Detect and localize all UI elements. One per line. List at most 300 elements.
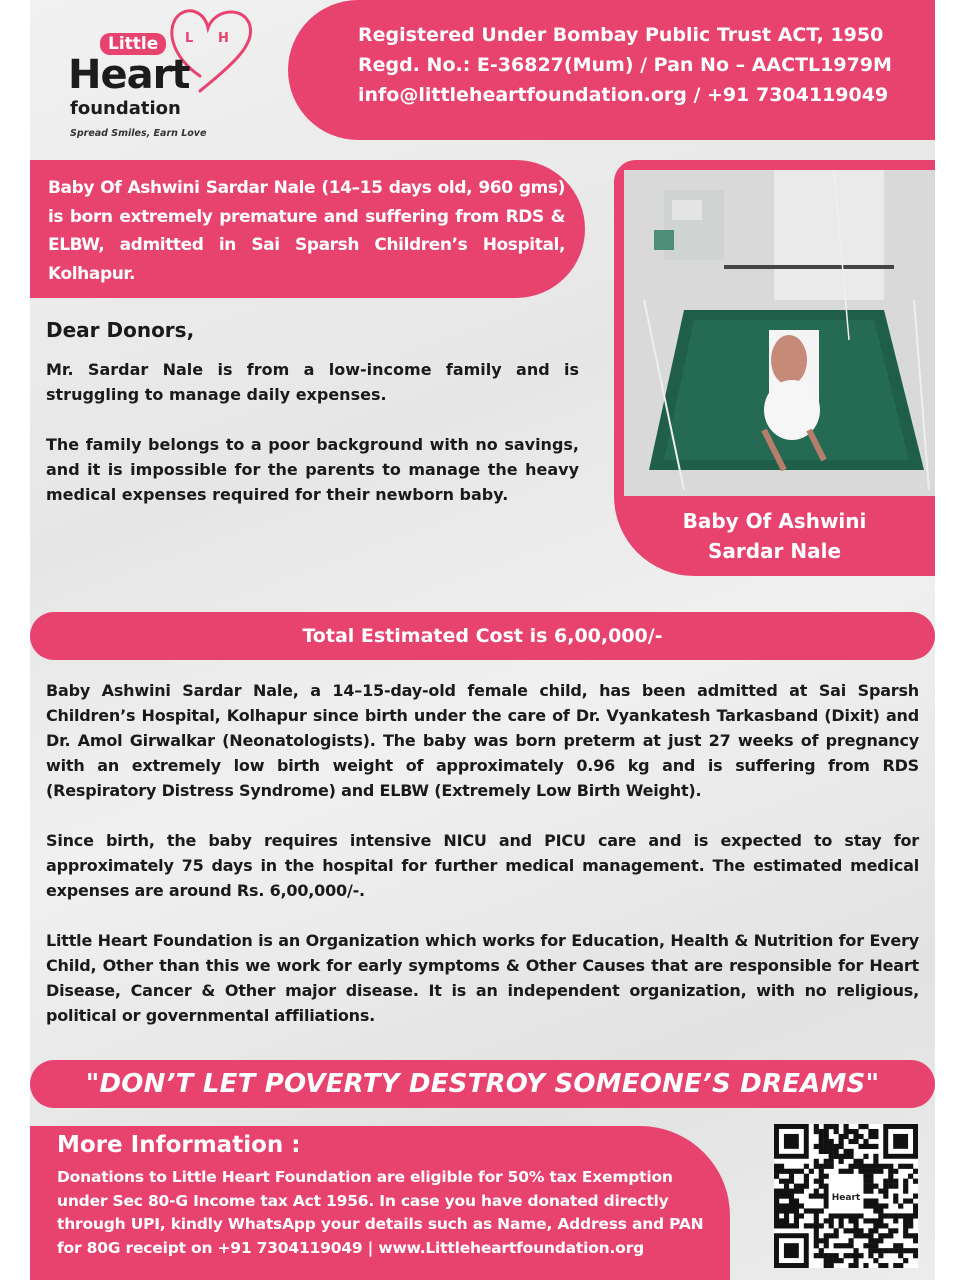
qr-module — [888, 1179, 893, 1184]
qr-module — [868, 1243, 873, 1248]
qr-module — [878, 1164, 883, 1169]
qr-module — [888, 1213, 893, 1218]
qr-module — [794, 1184, 799, 1189]
qr-module — [883, 1184, 888, 1189]
qr-module — [873, 1134, 878, 1139]
qr-module — [794, 1189, 799, 1194]
qr-module — [824, 1258, 829, 1263]
logo — [50, 6, 280, 141]
qr-module — [863, 1174, 868, 1179]
patient-photo-card — [614, 160, 935, 576]
contact-line[interactable]: info@littleheartfoundation.org / +91 7304119049 — [358, 84, 889, 106]
letter-paragraph: Mr. Sardar Nale is from a low-income family and is struggling to manage daily expenses. — [46, 360, 579, 404]
qr-module — [878, 1213, 883, 1218]
qr-module — [829, 1263, 834, 1268]
qr-module — [824, 1129, 829, 1134]
qr-module — [819, 1174, 824, 1179]
qr-module — [893, 1243, 898, 1248]
qr-module — [873, 1169, 878, 1174]
qr-module — [863, 1203, 868, 1208]
qr-module — [868, 1218, 873, 1223]
qr-module — [839, 1169, 844, 1174]
qr-module — [883, 1194, 888, 1199]
qr-module — [893, 1218, 898, 1223]
qr-module — [774, 1194, 779, 1199]
qr-module — [824, 1243, 829, 1248]
qr-module — [883, 1263, 888, 1268]
qr-module — [789, 1179, 794, 1184]
qr-module — [829, 1154, 834, 1159]
qr-module — [878, 1233, 883, 1238]
qr-module — [829, 1233, 834, 1238]
qr-module — [903, 1164, 908, 1169]
qr-module — [863, 1263, 868, 1268]
regd-pan-line: Regd. No.: E-36827(Mum) / Pan No – AACTL1979M — [358, 54, 892, 76]
qr-module — [853, 1139, 858, 1144]
qr-module — [774, 1223, 779, 1228]
qr-module — [873, 1144, 878, 1149]
qr-module — [839, 1159, 844, 1164]
qr-module — [799, 1203, 804, 1208]
qr-module — [794, 1198, 799, 1203]
qr-module — [784, 1169, 789, 1174]
qr-module — [779, 1179, 784, 1184]
qr-module — [834, 1258, 839, 1263]
qr-module — [853, 1248, 858, 1253]
qr-module — [779, 1223, 784, 1228]
qr-module — [863, 1179, 868, 1184]
logo-tagline: Spread Smiles, Earn Love — [70, 128, 207, 139]
qr-module — [814, 1159, 819, 1164]
qr-module — [913, 1248, 918, 1253]
qr-module — [814, 1124, 819, 1129]
qr-module — [824, 1164, 829, 1169]
qr-module — [834, 1129, 839, 1134]
patient-summary-box — [30, 160, 585, 298]
qr-module — [908, 1218, 913, 1223]
qr-module — [873, 1223, 878, 1228]
qr-module — [873, 1218, 878, 1223]
qr-module — [868, 1164, 873, 1169]
qr-module — [868, 1238, 873, 1243]
qr-module — [853, 1253, 858, 1258]
qr-module — [858, 1253, 863, 1258]
qr-module — [888, 1248, 893, 1253]
qr-module — [853, 1258, 858, 1263]
qr-module — [893, 1194, 898, 1199]
qr-module — [858, 1164, 863, 1169]
qr-module — [888, 1169, 893, 1174]
qr-module — [913, 1253, 918, 1258]
qr-module — [844, 1154, 849, 1159]
qr-module — [824, 1189, 829, 1194]
qr-module — [814, 1208, 819, 1213]
qr-module — [893, 1228, 898, 1233]
body-paragraph: Baby Ashwini Sardar Nale, a 14–15-day-old female child, has been admitted at Sai Sparsh Children’s Hospital, Kolhapur since birth under the care of Dr. Vyankatesh Tarkasband (Dixit) and Dr. Amol Girwalkar (Neonatologists). The baby was born preterm at just 27 weeks of pregnancy with an extremely low birth weight of approximately 0.96 kg and is suffering from RDS (Respiratory Distress Syndrome) and ELBW (Extremely Low Birth Weight). — [46, 681, 919, 800]
qr-module — [784, 1189, 789, 1194]
qr-module — [774, 1218, 779, 1223]
donation-qr-code[interactable] — [774, 1124, 918, 1268]
incubator-illustration — [624, 170, 935, 496]
qr-module — [809, 1208, 814, 1213]
qr-module — [819, 1194, 824, 1199]
qr-module — [903, 1218, 908, 1223]
qr-module — [868, 1169, 873, 1174]
qr-module — [858, 1159, 863, 1164]
qr-module — [819, 1248, 824, 1253]
qr-module — [814, 1129, 819, 1134]
qr-module — [814, 1243, 819, 1248]
qr-module — [824, 1124, 829, 1129]
monogram-l: L — [185, 31, 194, 46]
qr-module — [789, 1203, 794, 1208]
qr-module — [789, 1189, 794, 1194]
qr-module — [834, 1149, 839, 1154]
qr-module — [824, 1174, 829, 1179]
qr-module — [908, 1213, 913, 1218]
qr-module — [824, 1198, 829, 1203]
qr-module — [824, 1144, 829, 1149]
qr-module — [799, 1169, 804, 1174]
photo-caption — [614, 506, 935, 566]
qr-module — [858, 1169, 863, 1174]
qr-finder — [893, 1134, 908, 1149]
qr-module — [913, 1179, 918, 1184]
qr-module — [858, 1213, 863, 1218]
caption-line: Sardar Nale — [707, 539, 842, 563]
qr-module — [834, 1228, 839, 1233]
qr-module — [809, 1223, 814, 1228]
qr-module — [794, 1218, 799, 1223]
qr-module — [873, 1203, 878, 1208]
qr-module — [824, 1233, 829, 1238]
qr-module — [853, 1233, 858, 1238]
qr-module — [898, 1213, 903, 1218]
qr-module — [779, 1208, 784, 1213]
qr-module — [814, 1144, 819, 1149]
qr-module — [819, 1134, 824, 1139]
qr-module — [824, 1184, 829, 1189]
qr-module — [784, 1208, 789, 1213]
qr-module — [868, 1203, 873, 1208]
qr-module — [794, 1213, 799, 1218]
qr-module — [853, 1129, 858, 1134]
caption-line: Baby Of Ashwini — [682, 509, 867, 533]
qr-module — [858, 1233, 863, 1238]
qr-module — [863, 1218, 868, 1223]
qr-module — [878, 1223, 883, 1228]
qr-module — [819, 1144, 824, 1149]
qr-module — [804, 1208, 809, 1213]
qr-module — [814, 1238, 819, 1243]
qr-module — [873, 1164, 878, 1169]
qr-module — [824, 1149, 829, 1154]
qr-module — [839, 1243, 844, 1248]
qr-module — [858, 1228, 863, 1233]
qr-module — [908, 1164, 913, 1169]
registration-header — [288, 0, 935, 140]
qr-module — [863, 1164, 868, 1169]
qr-module — [888, 1164, 893, 1169]
qr-module — [883, 1203, 888, 1208]
qr-module — [814, 1233, 819, 1238]
qr-module — [814, 1228, 819, 1233]
qr-module — [834, 1154, 839, 1159]
qr-module — [774, 1208, 779, 1213]
qr-code-icon — [774, 1124, 918, 1268]
qr-module — [868, 1179, 873, 1184]
qr-module — [829, 1213, 834, 1218]
qr-module — [799, 1184, 804, 1189]
qr-module — [898, 1164, 903, 1169]
total-cost-banner: Total Estimated Cost is 6,00,000/- — [30, 612, 935, 660]
qr-module — [819, 1129, 824, 1134]
qr-module — [829, 1164, 834, 1169]
qr-module — [804, 1179, 809, 1184]
qr-module — [814, 1164, 819, 1169]
qr-module — [824, 1159, 829, 1164]
qr-module — [903, 1248, 908, 1253]
qr-module — [819, 1184, 824, 1189]
more-info-box — [30, 1126, 730, 1280]
qr-module — [908, 1198, 913, 1203]
qr-module — [883, 1233, 888, 1238]
qr-module — [848, 1139, 853, 1144]
qr-module — [853, 1223, 858, 1228]
qr-module — [819, 1253, 824, 1258]
qr-module — [913, 1194, 918, 1199]
qr-module — [789, 1174, 794, 1179]
qr-module — [863, 1169, 868, 1174]
qr-module — [779, 1189, 784, 1194]
qr-module — [844, 1213, 849, 1218]
qr-module — [789, 1223, 794, 1228]
qr-module — [794, 1169, 799, 1174]
qr-module — [858, 1134, 863, 1139]
qr-module — [858, 1144, 863, 1149]
qr-module — [804, 1223, 809, 1228]
qr-module — [814, 1179, 819, 1184]
qr-module — [913, 1233, 918, 1238]
qr-module — [878, 1203, 883, 1208]
monogram-h: H — [218, 31, 229, 46]
qr-module — [774, 1169, 779, 1174]
registration-line: Registered Under Bombay Public Trust ACT, 1950 — [358, 24, 884, 46]
qr-module — [784, 1213, 789, 1218]
qr-module — [814, 1223, 819, 1228]
letter-paragraph: The family belongs to a poor background with no savings, and it is impossible for the parents to manage the heavy medical expenses required for their newborn baby. — [46, 435, 579, 504]
qr-module — [873, 1154, 878, 1159]
qr-module — [868, 1174, 873, 1179]
qr-module — [779, 1164, 784, 1169]
qr-module — [863, 1198, 868, 1203]
qr-module — [873, 1238, 878, 1243]
qr-module — [903, 1258, 908, 1263]
qr-module — [824, 1263, 829, 1268]
qr-module — [848, 1238, 853, 1243]
qr-module — [878, 1253, 883, 1258]
qr-module — [814, 1194, 819, 1199]
qr-module — [878, 1263, 883, 1268]
qr-module — [878, 1248, 883, 1253]
qr-module — [799, 1213, 804, 1218]
qr-module — [868, 1233, 873, 1238]
qr-module — [868, 1228, 873, 1233]
qr-module — [868, 1248, 873, 1253]
qr-module — [789, 1194, 794, 1199]
quote-banner: "DON’T LET POVERTY DESTROY SOMEONE’S DREAMS" — [30, 1060, 935, 1108]
more-info-text: Donations to Little Heart Foundation are eligible for 50% tax Exemption under Sec 80-G Income tax Act 1956. In case you have donated directly through UPI, kindly WhatsApp your details such as Name, Address and PAN for 80G receipt on +91 7304119049 | www.Littleheartfoundation.org — [57, 1168, 704, 1257]
qr-module — [848, 1164, 853, 1169]
qr-module — [819, 1208, 824, 1213]
qr-module — [883, 1189, 888, 1194]
greeting: Dear Donors, — [46, 318, 195, 342]
qr-module — [883, 1223, 888, 1228]
qr-module — [824, 1218, 829, 1223]
qr-module — [898, 1203, 903, 1208]
qr-module — [888, 1174, 893, 1179]
qr-module — [794, 1203, 799, 1208]
qr-module — [784, 1223, 789, 1228]
qr-module — [868, 1198, 873, 1203]
qr-module — [873, 1184, 878, 1189]
qr-module — [844, 1124, 849, 1129]
qr-module — [844, 1228, 849, 1233]
qr-module — [878, 1169, 883, 1174]
qr-module — [819, 1164, 824, 1169]
qr-module — [863, 1144, 868, 1149]
qr-module — [883, 1164, 888, 1169]
qr-module — [888, 1228, 893, 1233]
qr-module — [898, 1248, 903, 1253]
qr-module — [883, 1179, 888, 1184]
qr-module — [893, 1179, 898, 1184]
qr-module — [888, 1184, 893, 1189]
qr-module — [908, 1233, 913, 1238]
qr-module — [779, 1218, 784, 1223]
qr-module — [829, 1258, 834, 1263]
qr-module — [893, 1213, 898, 1218]
qr-module — [893, 1248, 898, 1253]
qr-module — [829, 1124, 834, 1129]
qr-module — [834, 1144, 839, 1149]
qr-module — [829, 1144, 834, 1149]
qr-module — [779, 1203, 784, 1208]
qr-module — [784, 1179, 789, 1184]
qr-module — [848, 1149, 853, 1154]
qr-module — [829, 1149, 834, 1154]
qr-module — [868, 1134, 873, 1139]
qr-module — [839, 1223, 844, 1228]
qr-module — [819, 1149, 824, 1154]
qr-module — [873, 1228, 878, 1233]
qr-module — [863, 1154, 868, 1159]
qr-module — [839, 1134, 844, 1139]
body-paragraph: Since birth, the baby requires intensive NICU and PICU care and is expected to stay for approximately 75 days in the hospital for further medical management. The estimated medical expenses are around Rs. 6,00,000/-. — [46, 831, 919, 900]
qr-module — [853, 1218, 858, 1223]
qr-module — [779, 1194, 784, 1199]
qr-module — [873, 1248, 878, 1253]
qr-module — [844, 1243, 849, 1248]
qr-module — [794, 1223, 799, 1228]
qr-module — [784, 1184, 789, 1189]
qr-module — [878, 1208, 883, 1213]
qr-module — [829, 1159, 834, 1164]
qr-module — [839, 1154, 844, 1159]
qr-module — [903, 1189, 908, 1194]
qr-finder — [784, 1134, 799, 1149]
qr-module — [848, 1243, 853, 1248]
qr-module — [774, 1213, 779, 1218]
qr-module — [888, 1233, 893, 1238]
qr-module — [853, 1159, 858, 1164]
qr-module — [819, 1238, 824, 1243]
qr-module — [863, 1189, 868, 1194]
qr-module — [814, 1189, 819, 1194]
qr-logo-text: Heart — [831, 1193, 861, 1203]
qr-module — [779, 1169, 784, 1174]
qr-module — [873, 1258, 878, 1263]
qr-module — [863, 1243, 868, 1248]
qr-module — [908, 1248, 913, 1253]
qr-module — [814, 1253, 819, 1258]
qr-module — [829, 1223, 834, 1228]
qr-module — [853, 1164, 858, 1169]
qr-module — [844, 1134, 849, 1139]
qr-module — [893, 1184, 898, 1189]
qr-module — [863, 1124, 868, 1129]
qr-module — [819, 1169, 824, 1174]
qr-module — [844, 1149, 849, 1154]
qr-module — [819, 1223, 824, 1228]
qr-module — [848, 1129, 853, 1134]
fundraiser-poster — [30, 0, 935, 1280]
qr-module — [903, 1228, 908, 1233]
qr-module — [893, 1169, 898, 1174]
qr-module — [883, 1213, 888, 1218]
patient-photo — [624, 170, 935, 496]
qr-module — [819, 1179, 824, 1184]
qr-module — [834, 1233, 839, 1238]
qr-module — [903, 1223, 908, 1228]
qr-module — [913, 1169, 918, 1174]
qr-module — [868, 1189, 873, 1194]
qr-module — [774, 1164, 779, 1169]
qr-module — [839, 1258, 844, 1263]
qr-module — [799, 1189, 804, 1194]
qr-module — [844, 1253, 849, 1258]
qr-module — [913, 1208, 918, 1213]
qr-module — [908, 1223, 913, 1228]
qr-module — [848, 1253, 853, 1258]
qr-module — [873, 1129, 878, 1134]
qr-module — [774, 1174, 779, 1179]
qr-module — [893, 1198, 898, 1203]
patient-summary-text: Baby Of Ashwini Sardar Nale (14–15 days old, 960 gms) is born extremely premature and suffering from RDS & ELBW, admitted in Sai Sparsh Children’s Hospital, Kolhapur. — [48, 178, 565, 284]
qr-module — [834, 1243, 839, 1248]
qr-module — [903, 1179, 908, 1184]
qr-module — [848, 1213, 853, 1218]
qr-module — [824, 1134, 829, 1139]
qr-module — [784, 1218, 789, 1223]
qr-module — [789, 1208, 794, 1213]
qr-module — [839, 1144, 844, 1149]
qr-module — [863, 1184, 868, 1189]
logo-little: Little — [100, 33, 166, 55]
qr-module — [853, 1134, 858, 1139]
qr-module — [848, 1263, 853, 1268]
qr-module — [824, 1139, 829, 1144]
